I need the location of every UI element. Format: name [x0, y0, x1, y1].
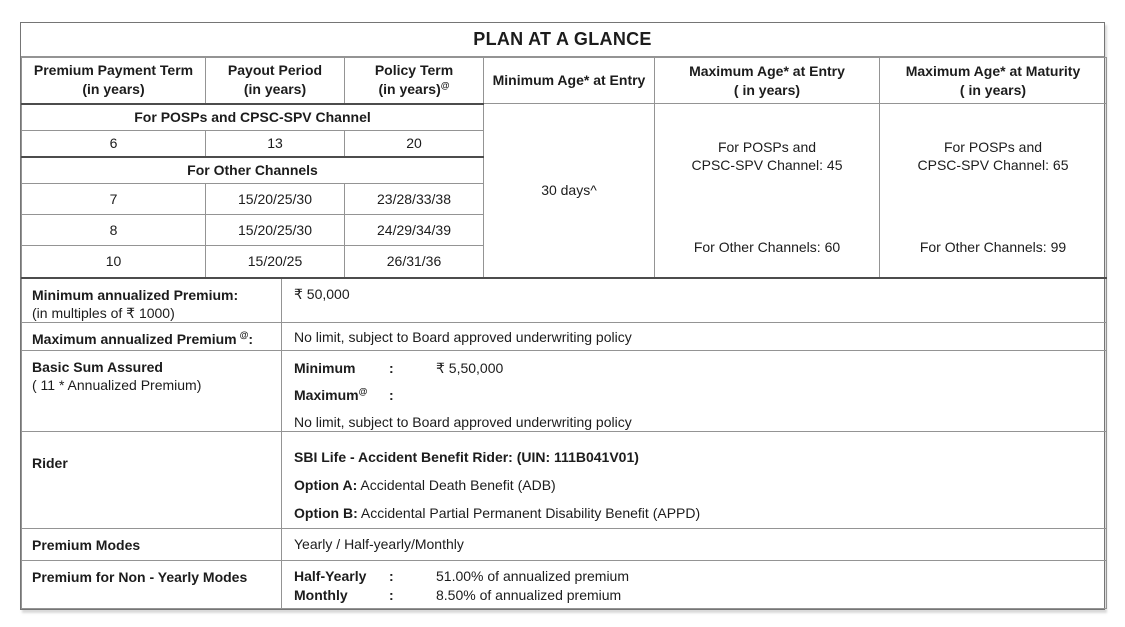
value-line: CPSC-SPV Channel: 45	[691, 157, 843, 174]
minimum-label: Minimum	[294, 360, 356, 376]
value-line: For POSPs and	[943, 139, 1043, 156]
row-label: Minimum annualized Premium:	[32, 286, 239, 303]
half-yearly-line	[294, 567, 1096, 586]
ppt-cell: 6	[22, 131, 206, 157]
eligibility-table	[21, 57, 1107, 277]
non-yearly-value-cell	[282, 561, 1107, 609]
other-group-label: For Other Channels	[22, 157, 484, 184]
header-line: Policy Term	[374, 62, 454, 79]
max-premium-value-cell: No limit, subject to Board approved underwriting policy	[282, 323, 1107, 351]
half-yearly-value: 51.00% of annualized premium	[436, 568, 630, 584]
payout-cell: 13	[206, 131, 345, 157]
header-subline: (in years)	[82, 81, 145, 98]
row-label-sub: ( 11 * Annualized Premium)	[32, 377, 202, 393]
colon: :	[389, 360, 394, 376]
half-yearly-label: Half-Yearly	[294, 568, 367, 584]
payout-cell: 15/20/25/30	[206, 215, 345, 246]
posp-group-label: For POSPs and CPSC-SPV Channel	[22, 104, 484, 131]
max-age-maturity-other: For Other Channels: 99	[919, 239, 1067, 256]
colon: :	[389, 568, 394, 584]
option-b-label: Option B:	[294, 505, 358, 521]
basic-sum-assured-label-cell	[22, 351, 282, 432]
max-age-entry-posp	[655, 138, 879, 174]
premium-modes-row	[22, 529, 1107, 561]
row-label: Basic Sum Assured	[32, 359, 163, 375]
rider-row	[22, 432, 1107, 529]
rider-option-b	[294, 504, 1096, 522]
payout-cell: 15/20/25	[206, 246, 345, 277]
option-b-text: Accidental Partial Permanent Disability Benefit (APPD)	[360, 505, 701, 521]
footnote-marker: @	[440, 80, 450, 91]
max-age-maturity-cell	[880, 104, 1107, 277]
ppt-cell: 10	[22, 246, 206, 277]
maximum-line	[294, 386, 1096, 404]
header-subline: (in years)	[243, 81, 307, 98]
row-label: Rider	[32, 455, 68, 471]
policy-term-cell: 26/31/36	[345, 246, 484, 277]
no-limit-note: No limit, subject to Board approved underwriting policy	[294, 414, 632, 430]
header-subline: ( in years)	[733, 81, 801, 98]
monthly-line	[294, 586, 1096, 605]
ppt-cell: 7	[22, 184, 206, 215]
minimum-line	[294, 359, 1096, 377]
monthly-value: 8.50% of annualized premium	[436, 587, 622, 603]
header-line: Minimum Age* at Entry	[492, 72, 646, 88]
colon: :	[248, 331, 254, 347]
details-table	[21, 277, 1107, 610]
footnote-marker: @	[239, 330, 249, 341]
max-age-maturity-posp	[880, 138, 1106, 174]
header-subline	[349, 80, 479, 99]
col-header-max-age-maturity	[880, 58, 1107, 104]
max-age-entry-cell	[655, 104, 880, 277]
maximum-label-text: Maximum	[294, 387, 359, 403]
min-premium-value-cell: ₹ 50,000	[282, 278, 1107, 323]
policy-term-cell: 20	[345, 131, 484, 157]
rider-heading: SBI Life - Accident Benefit Rider: (UIN: 111B041V01)	[294, 449, 639, 465]
max-age-entry-other: For Other Channels: 60	[693, 239, 841, 256]
min-premium-label-cell	[22, 278, 282, 323]
policy-term-cell: 23/28/33/38	[345, 184, 484, 215]
non-yearly-row	[22, 561, 1107, 609]
header-subline-text: (in years)	[378, 81, 441, 98]
header-line: Premium Payment Term	[33, 62, 194, 79]
non-yearly-label-cell	[22, 561, 282, 609]
colon: :	[389, 387, 394, 403]
plan-at-a-glance-table	[20, 22, 1105, 610]
payout-cell: 15/20/25/30	[206, 184, 345, 215]
row-label: Maximum annualized Premium	[32, 331, 237, 347]
policy-term-cell: 24/29/34/39	[345, 215, 484, 246]
min-age-entry-cell: 30 days^	[484, 104, 655, 277]
rider-label-cell	[22, 432, 282, 529]
table-title: PLAN AT A GLANCE	[21, 23, 1104, 57]
premium-modes-value-cell: Yearly / Half-yearly/Monthly	[282, 529, 1107, 561]
posp-group-row	[22, 104, 1107, 131]
rider-value-cell	[282, 432, 1107, 529]
maximum-label	[294, 386, 389, 404]
value-line: For POSPs and	[717, 139, 817, 156]
row-label: Premium for Non - Yearly Modes	[32, 569, 248, 585]
col-header-premium-payment-term	[22, 58, 206, 104]
option-a-text: Accidental Death Benefit (ADB)	[360, 477, 556, 493]
max-premium-label-cell	[22, 323, 282, 351]
row-label: Premium Modes	[32, 537, 141, 553]
header-subline: ( in years)	[959, 81, 1027, 98]
row-label-sub: (in multiples of ₹ 1000)	[32, 304, 175, 321]
col-header-payout-period	[206, 58, 345, 104]
max-premium-row	[22, 323, 1107, 351]
col-header-policy-term	[345, 58, 484, 104]
header-line: Maximum Age* at Maturity	[905, 62, 1081, 79]
minimum-value: ₹ 5,50,000	[436, 360, 504, 376]
option-a-label: Option A:	[294, 477, 358, 493]
monthly-label: Monthly	[294, 587, 348, 603]
rider-option-a	[294, 476, 1096, 494]
header-line: Payout Period	[227, 62, 323, 79]
min-premium-row	[22, 278, 1107, 323]
premium-modes-label-cell	[22, 529, 282, 561]
col-header-min-age-entry	[484, 58, 655, 104]
basic-sum-assured-value-cell	[282, 351, 1107, 432]
colon: :	[389, 587, 394, 603]
col-header-max-age-entry	[655, 58, 880, 104]
header-line: Maximum Age* at Entry	[689, 62, 845, 79]
footnote-marker: @	[358, 386, 368, 397]
value-line: CPSC-SPV Channel: 65	[917, 157, 1069, 174]
ppt-cell: 8	[22, 215, 206, 246]
header-row	[22, 58, 1107, 104]
basic-sum-assured-row	[22, 351, 1107, 432]
